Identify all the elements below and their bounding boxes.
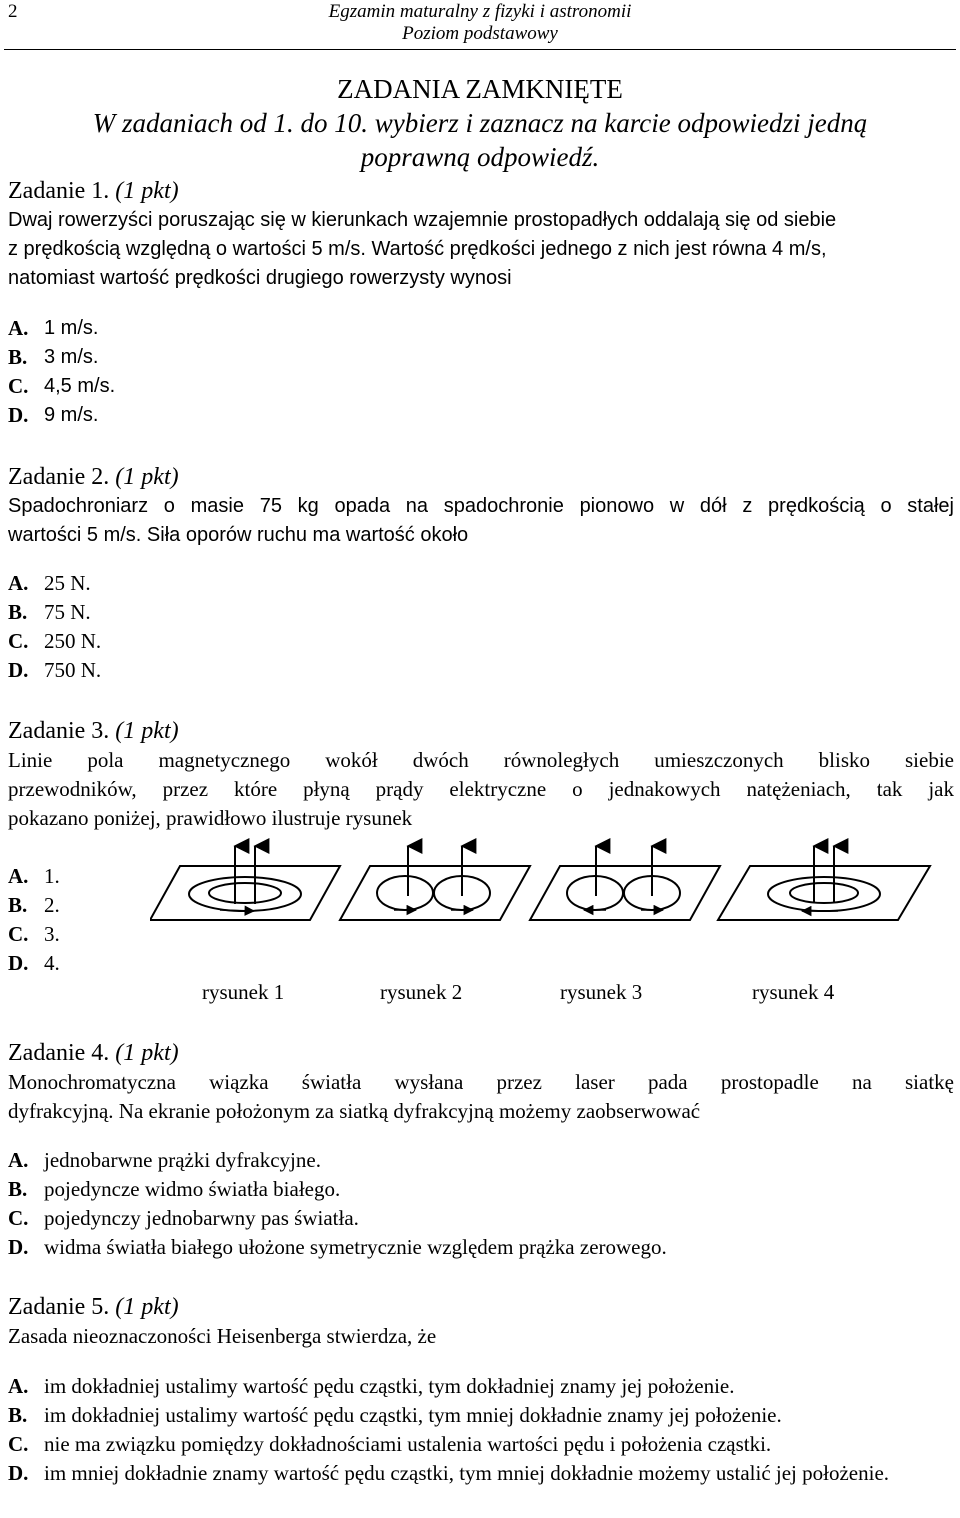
task-2-options xyxy=(8,569,101,685)
task-2-option-c[interactable] xyxy=(8,627,101,656)
section-instruction-line2: poprawną odpowiedź. xyxy=(360,142,600,172)
task-4-option-d[interactable] xyxy=(8,1233,667,1262)
option-label: A. xyxy=(8,1148,29,1172)
task-4-number: Zadanie 4. xyxy=(8,1040,110,1066)
task-3-text-line: Linie pola magnetycznego wokół dwóch równoległych umieszczonych blisko siebie xyxy=(8,748,954,772)
option-text: im dokładniej ustalimy wartość pędu cząstki, tym mniej dokładnie znamy jej położenie. xyxy=(44,1403,782,1427)
option-label: B. xyxy=(8,1403,28,1427)
figure-3-label: rysunek 3 xyxy=(560,980,643,1004)
task-5-points: (1 pkt) xyxy=(115,1294,179,1320)
option-text: nie ma związku pomiędzy dokładnościami ustalenia wartości pędu i położenia cząstki. xyxy=(44,1432,772,1456)
task-1-text xyxy=(8,206,954,293)
option-label: B. xyxy=(8,600,28,624)
option-text: 750 N. xyxy=(44,658,102,682)
task-4-text-line: Monochromatyczna wiązka światła wysłana przez laser pada prostopadle na siatkę xyxy=(8,1070,954,1094)
task-1-option-d[interactable] xyxy=(8,401,115,430)
section-heading: ZADANIA ZAMKNIĘTE xyxy=(337,74,623,104)
task-1-text-line: z prędkością względną o wartości 5 m/s. Wartość prędkości jednego z nich jest równa 4 m/s, xyxy=(8,238,827,260)
task-1-text-line: natomiast wartość prędkości drugiego rowerzysty wynosi xyxy=(8,267,512,289)
option-text: im dokładniej ustalimy wartość pędu cząstki, tym dokładniej znamy jej położenie. xyxy=(44,1374,735,1398)
task-2-number: Zadanie 2. xyxy=(8,464,110,490)
figure-3-diagram xyxy=(530,846,720,920)
option-label: C. xyxy=(8,629,29,653)
task-3-title xyxy=(8,716,179,746)
option-label: B. xyxy=(8,893,28,917)
figure-2-diagram xyxy=(340,846,530,920)
task-3-option-a[interactable] xyxy=(8,862,60,891)
option-text: 3 m/s. xyxy=(44,346,99,368)
figure-2-label: rysunek 2 xyxy=(380,980,463,1004)
task-3-text xyxy=(8,746,954,833)
option-label: A. xyxy=(8,571,29,595)
figure-4-diagram xyxy=(718,846,930,920)
task-1-title xyxy=(8,176,179,206)
task-2-text-line: Spadochroniarz o masie 75 kg opada na spadochronie pionowo w dół z prędkością o stałej xyxy=(8,495,954,517)
task-2-text xyxy=(8,492,954,550)
task-5-text xyxy=(8,1322,954,1351)
task-1-text-line: Dwaj rowerzyści poruszając się w kierunkach wzajemnie prostopadłych oddalają się od siebie xyxy=(8,209,837,231)
task-3-points: (1 pkt) xyxy=(115,718,179,744)
task-3-options xyxy=(8,862,60,978)
figure-1-inner-field-line xyxy=(209,883,281,903)
task-3-text-line: przewodników, przez które płyną prądy elektryczne o jednakowych natężeniach, tak jak xyxy=(8,777,954,801)
task-3-option-b[interactable] xyxy=(8,891,60,920)
task-2-option-a[interactable] xyxy=(8,569,101,598)
option-text: 1. xyxy=(44,864,60,888)
task-4-points: (1 pkt) xyxy=(115,1040,179,1066)
task-2-points: (1 pkt) xyxy=(115,464,179,490)
task-5-option-b[interactable] xyxy=(8,1401,904,1430)
option-text: 2. xyxy=(44,893,60,917)
task-1-points: (1 pkt) xyxy=(115,178,179,204)
task-2-text-line: wartości 5 m/s. Siła oporów ruchu ma wartość około xyxy=(8,524,469,546)
option-label: D. xyxy=(8,658,29,682)
option-label: D. xyxy=(8,1235,29,1259)
option-text: 75 N. xyxy=(44,600,91,624)
task-2-option-d[interactable] xyxy=(8,656,101,685)
task-3-option-c[interactable] xyxy=(8,920,60,949)
header-divider xyxy=(4,49,956,50)
option-text: jednobarwne prążki dyfrakcyjne. xyxy=(44,1148,321,1172)
figure-1-field-arrow xyxy=(220,910,254,911)
option-label: D. xyxy=(8,403,29,427)
task-2-title xyxy=(8,462,179,492)
option-label: B. xyxy=(8,345,28,369)
task-5-option-c[interactable] xyxy=(8,1430,904,1459)
option-text: im mniej dokładnie znamy wartość pędu cząstki, tym mniej dokładnie możemy ustalić jej położenie. xyxy=(44,1461,890,1485)
task-5-options xyxy=(8,1372,904,1488)
task-5-number: Zadanie 5. xyxy=(8,1294,110,1320)
option-label: A. xyxy=(8,864,29,888)
task-5-text-line: Zasada nieoznaczoności Heisenberga stwierdza, że xyxy=(8,1324,437,1348)
option-label: B. xyxy=(8,1177,28,1201)
task-2-option-b[interactable] xyxy=(8,598,101,627)
option-text: widma światła białego ułożone symetrycznie względem prążka zerowego. xyxy=(44,1235,667,1259)
option-text: 250 N. xyxy=(44,629,102,653)
option-label: C. xyxy=(8,1432,29,1456)
task-5-option-a[interactable] xyxy=(8,1372,904,1401)
option-text: 9 m/s. xyxy=(44,404,99,426)
task-4-option-b[interactable] xyxy=(8,1175,667,1204)
option-label: D. xyxy=(8,1461,29,1485)
exam-level: Poziom podstawowy xyxy=(402,23,558,44)
option-label: C. xyxy=(8,922,29,946)
figure-4-label: rysunek 4 xyxy=(752,980,835,1004)
task-4-options xyxy=(8,1146,667,1262)
task-3-option-d[interactable] xyxy=(8,949,60,978)
option-label: D. xyxy=(8,951,29,975)
option-label: A. xyxy=(8,1374,29,1398)
task-4-option-a[interactable] xyxy=(8,1146,667,1175)
option-label: A. xyxy=(8,316,29,340)
figure-1-label: rysunek 1 xyxy=(202,980,285,1004)
option-text: pojedyncze widmo światła białego. xyxy=(44,1177,341,1201)
task-4-text-line: dyfrakcyjną. Na ekranie położonym za siatką dyfrakcyjną możemy zaobserwować xyxy=(8,1099,701,1123)
magnetic-field-figures xyxy=(150,838,940,978)
option-text: 3. xyxy=(44,922,60,946)
figure-4-inner-field-line xyxy=(790,883,858,903)
section-instruction-line1: W zadaniach od 1. do 10. wybierz i zaznacz na karcie odpowiedzi jedną xyxy=(92,108,868,138)
figure-2-loop-left xyxy=(377,876,433,910)
task-5-option-d[interactable] xyxy=(8,1459,904,1488)
option-text: 4. xyxy=(44,951,60,975)
option-text: 4,5 m/s. xyxy=(44,375,116,397)
option-text: pojedynczy jednobarwny pas światła. xyxy=(44,1206,359,1230)
option-label: C. xyxy=(8,1206,29,1230)
task-1-number: Zadanie 1. xyxy=(8,178,110,204)
exam-title: Egzamin maturalny z fizyki i astronomii xyxy=(328,1,632,22)
option-label: C. xyxy=(8,374,29,398)
task-3-text-line: pokazano poniżej, prawidłowo ilustruje rysunek xyxy=(8,806,413,830)
task-5-title xyxy=(8,1292,179,1322)
option-text: 1 m/s. xyxy=(44,317,99,339)
page-number: 2 xyxy=(8,1,18,22)
task-4-text xyxy=(8,1068,954,1126)
task-4-option-c[interactable] xyxy=(8,1204,667,1233)
task-1-option-a[interactable] xyxy=(8,314,115,343)
option-text: 25 N. xyxy=(44,571,91,595)
task-1-option-c[interactable] xyxy=(8,372,115,401)
task-1-option-b[interactable] xyxy=(8,343,115,372)
figure-1-diagram xyxy=(150,846,340,920)
task-4-title xyxy=(8,1038,179,1068)
task-1-options xyxy=(8,314,115,430)
task-3-number: Zadanie 3. xyxy=(8,718,110,744)
